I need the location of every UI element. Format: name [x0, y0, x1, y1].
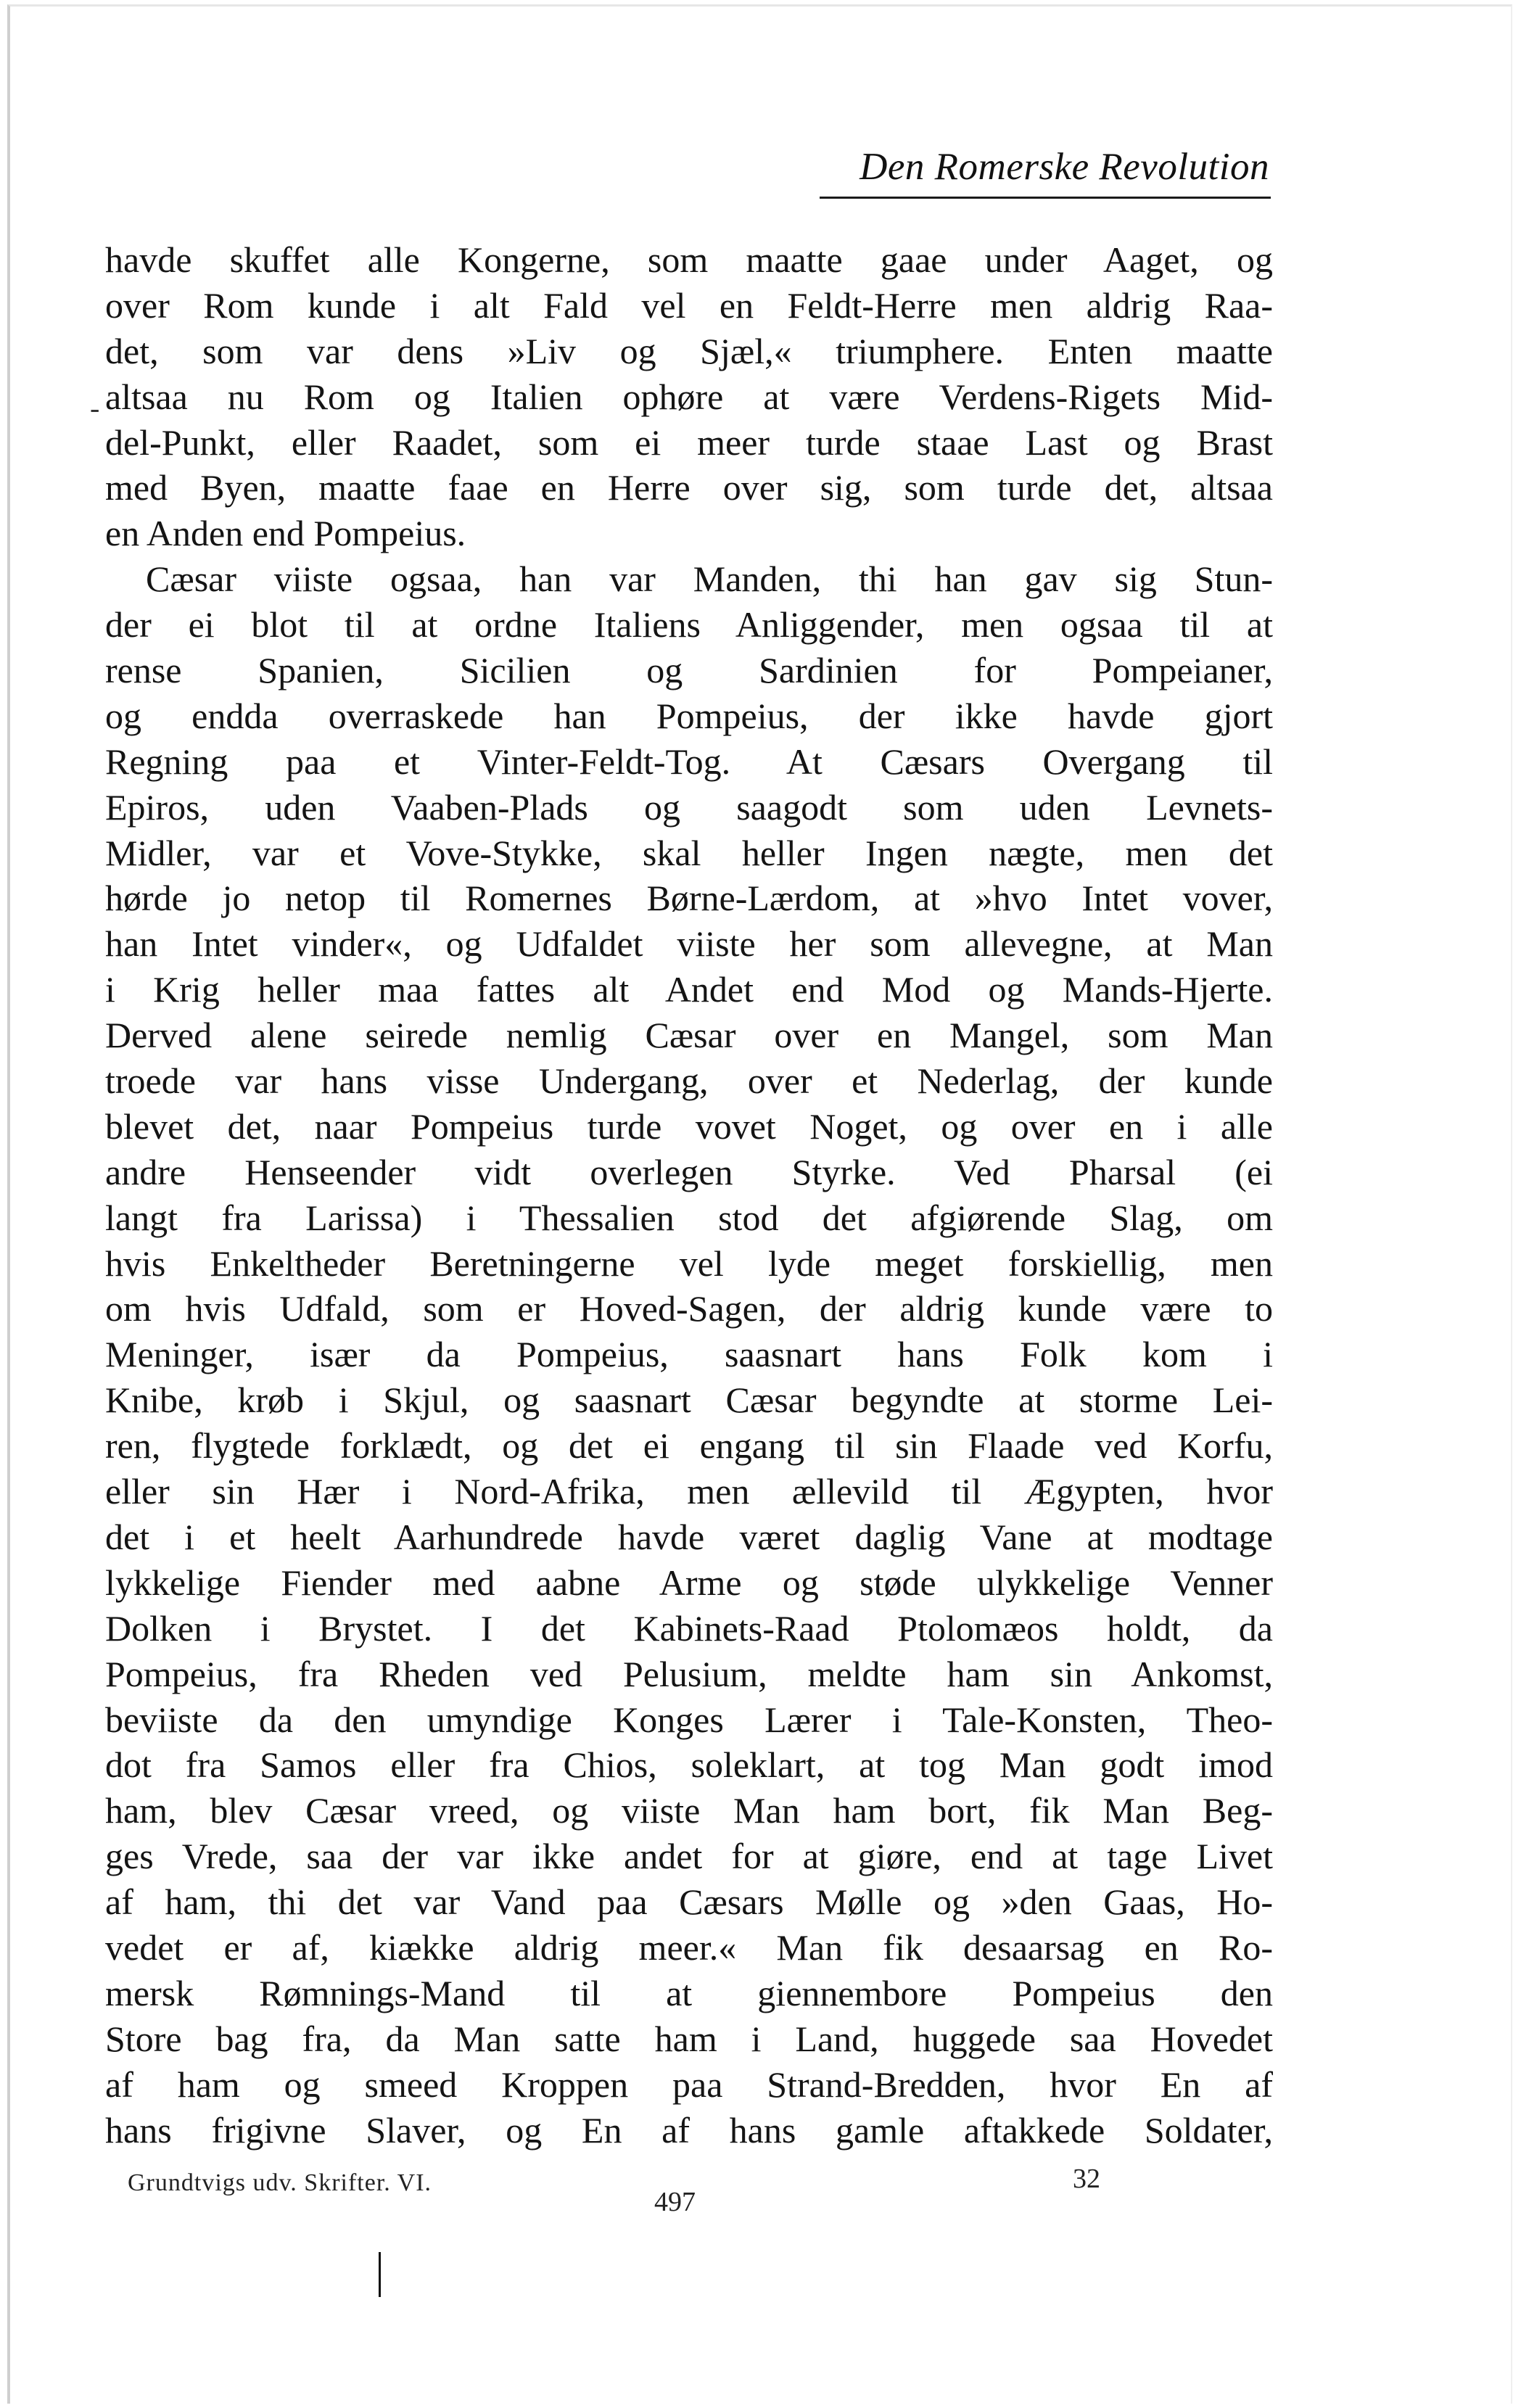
text-line: i Krig heller maa fattes alt Andet end Mod og Mands-Hjerte. [105, 969, 1273, 1010]
text-line: hvis Enkeltheder Beretningerne vel lyde meget forskiellig, men [105, 1242, 1273, 1284]
book-page [7, 4, 1512, 2404]
running-head: Den Romerske Revolution [860, 146, 1269, 188]
text-line: Store bag fra, da Man satte ham i Land, huggede saa Hovedet [105, 2018, 1273, 2059]
signature-mark: 32 [1073, 2164, 1100, 2194]
text-line: af ham og smeed Kroppen paa Strand-Bredden, hvor En af [105, 2063, 1273, 2105]
header-rule [820, 197, 1271, 199]
body-text [105, 237, 1273, 2153]
text-line: blevet det, naar Pompeius turde vovet Noget, og over en i alle [105, 1105, 1273, 1147]
text-line: eller sin Hær i Nord-Afrika, men ællevild til Ægypten, hvor [105, 1471, 1273, 1512]
text-line: andre Henseender vidt overlegen Styrke. Ved Pharsal (ei [105, 1151, 1273, 1192]
text-line: Cæsar viiste ogsaa, han var Manden, thi han gav sig Stun- [146, 558, 1273, 600]
text-line: Dolken i Brystet. I det Kabinets-Raad Ptolomæos holdt, da [105, 1607, 1273, 1649]
text-line: mersk Rømnings-Mand til at giennembore Pompeius den [105, 1972, 1273, 2013]
tick-mark [379, 2252, 381, 2297]
text-line: det, som var dens »Liv og Sjæl,« triumphere. Enten maatte [105, 330, 1273, 371]
text-line: hørde jo netop til Romernes Børne-Lærdom, at »hvo Intet vover, [105, 878, 1273, 919]
text-line: hans frigivne Slaver, og En af hans gamle aftakkede Soldater, [105, 2109, 1273, 2151]
margin-mark: - [90, 392, 100, 424]
text-line: troede var hans visse Undergang, over et Nederlag, der kunde [105, 1060, 1273, 1102]
text-line: han Intet vinder«, og Udfaldet viiste her som allevegne, at Man [105, 923, 1273, 965]
page-number: 497 [654, 2187, 696, 2217]
text-line: havde skuffet alle Kongerne, som maatte gaae under Aaget, og [105, 239, 1273, 280]
text-line: en Anden end Pompeius. [105, 513, 466, 554]
text-line: Epiros, uden Vaaben-Plads og saagodt som uden Levnets- [105, 786, 1273, 828]
text-line: rense Spanien, Sicilien og Sardinien for Pompeianer, [105, 650, 1273, 691]
text-line: langt fra Larissa) i Thessalien stod det afgiørende Slag, om [105, 1197, 1273, 1238]
text-line: ren, flygtede forklædt, og det ei engang til sin Flaade ved Korfu, [105, 1425, 1273, 1467]
text-line: beviiste da den umyndige Konges Lærer i Tale-Konsten, Theo- [105, 1699, 1273, 1740]
text-line: Meninger, især da Pompeius, saasnart hans Folk kom i [105, 1334, 1273, 1375]
text-line: ham, blev Cæsar vreed, og viiste Man ham bort, fik Man Beg- [105, 1790, 1273, 1831]
text-line: lykkelige Fiender med aabne Arme og støde ulykkelige Venner [105, 1562, 1273, 1603]
text-line: Derved alene seirede nemlig Cæsar over en Mangel, som Man [105, 1015, 1273, 1056]
text-line: Pompeius, fra Rheden ved Pelusium, meldte ham sin Ankomst, [105, 1653, 1273, 1694]
text-line: altsaa nu Rom og Italien ophøre at være Verdens-Rigets Mid- [105, 376, 1273, 417]
text-line: Midler, var et Vove-Stykke, skal heller Ingen nægte, men det [105, 832, 1273, 873]
text-line: dot fra Samos eller fra Chios, soleklart, at tog Man godt imod [105, 1744, 1273, 1786]
text-line: om hvis Udfald, som er Hoved-Sagen, der aldrig kunde være to [105, 1288, 1273, 1329]
text-line: ges Vrede, saa der var ikke andet for at giøre, end at tage Livet [105, 1836, 1273, 1877]
text-line: der ei blot til at ordne Italiens Anliggender, men ogsaa til at [105, 604, 1273, 646]
text-line: Regning paa et Vinter-Feldt-Tog. At Cæsars Overgang til [105, 741, 1273, 782]
text-line: med Byen, maatte faae en Herre over sig, som turde det, altsaa [105, 467, 1273, 508]
footer-source: Grundtvigs udv. Skrifter. VI. [128, 2169, 432, 2196]
text-line: og endda overraskede han Pompeius, der ikke havde gjort [105, 695, 1273, 736]
text-line: Knibe, krøb i Skjul, og saasnart Cæsar begyndte at storme Lei- [105, 1380, 1273, 1421]
text-line: over Rom kunde i alt Fald vel en Feldt-Herre men aldrig Raa- [105, 284, 1273, 326]
text-line: af ham, thi det var Vand paa Cæsars Mølle og »den Gaas, Ho- [105, 1881, 1273, 1923]
text-line: del-Punkt, eller Raadet, som ei meer turde staae Last og Brast [105, 421, 1273, 463]
text-line: det i et heelt Aarhundrede havde været daglig Vane at modtage [105, 1516, 1273, 1557]
text-line: vedet er af, kiække aldrig meer.« Man fik desaarsag en Ro- [105, 1926, 1273, 1968]
